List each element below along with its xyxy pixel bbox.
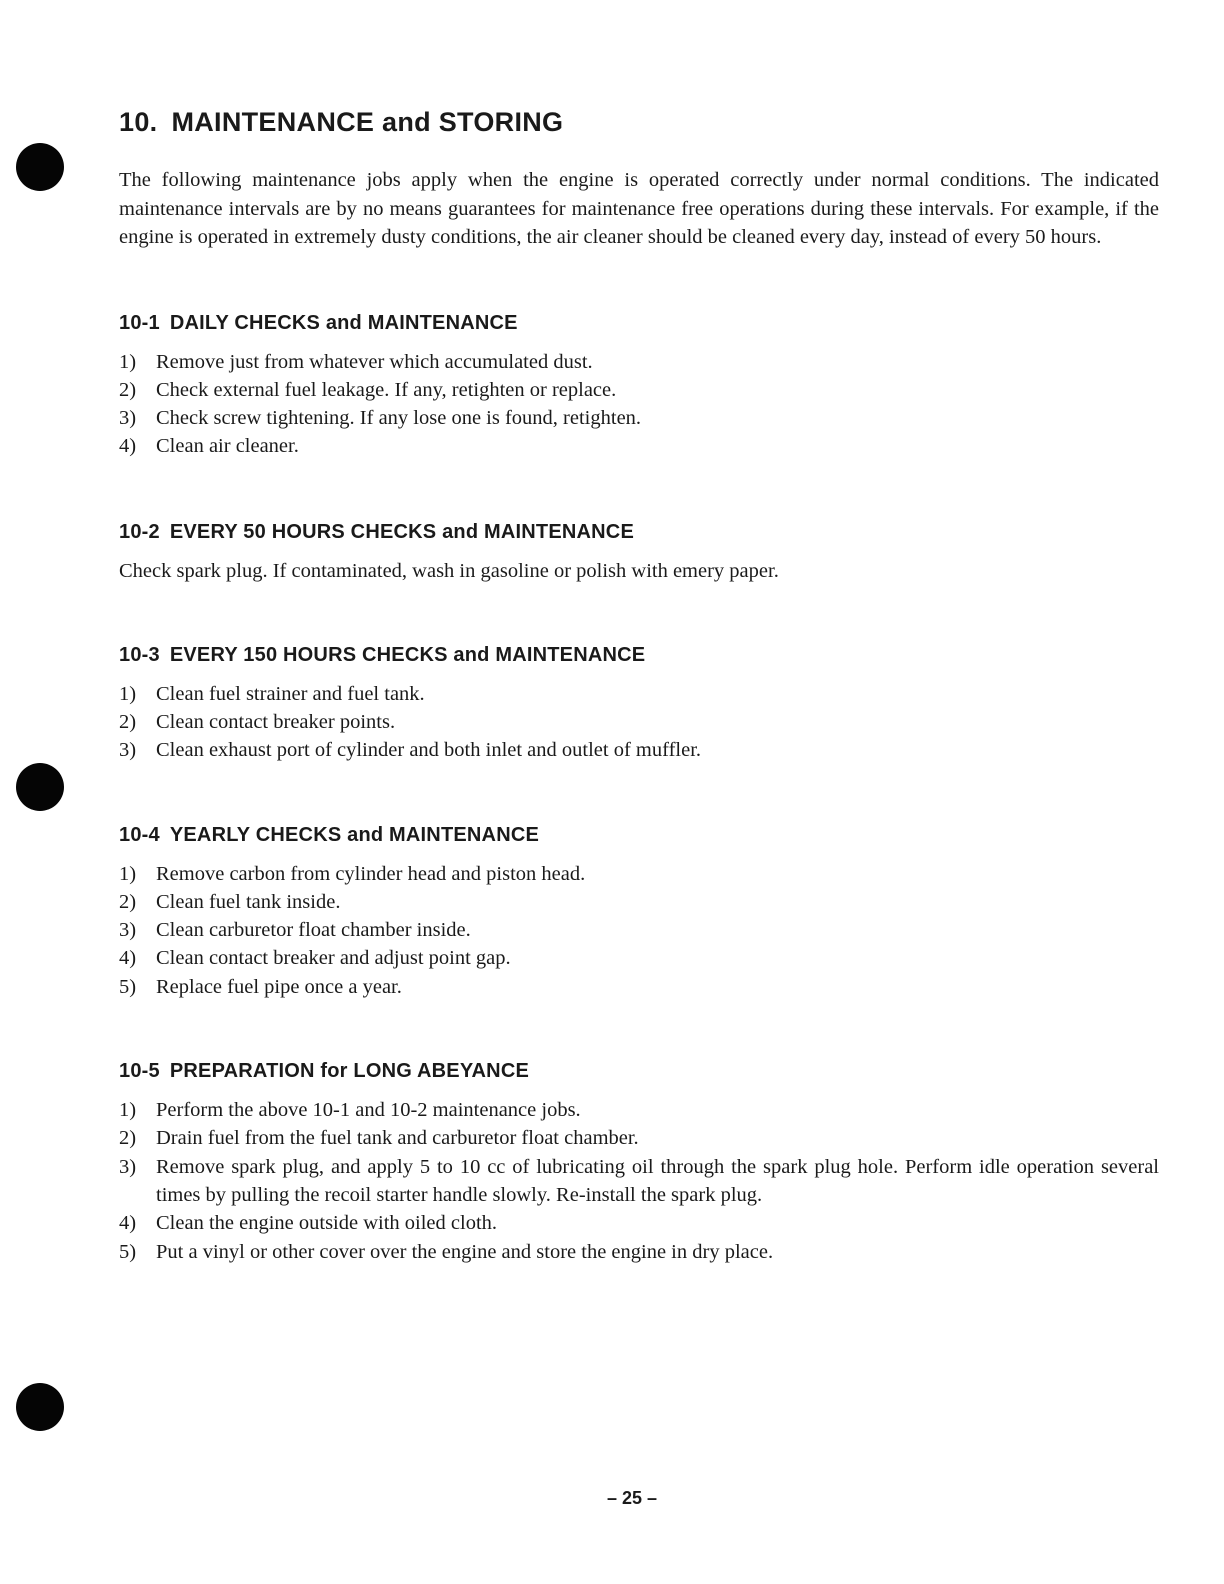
section-daily [119, 310, 1159, 461]
item-text: Clean contact breaker and adjust point gap. [156, 947, 511, 970]
checklist [119, 860, 1159, 1001]
item-number: 1) [119, 682, 137, 705]
list-item [119, 404, 1159, 432]
item-text: Replace fuel pipe once a year. [156, 975, 402, 998]
list-item [119, 916, 1159, 944]
item-number: 3) [119, 919, 137, 942]
binder-hole [16, 1383, 64, 1431]
page-title [119, 104, 1159, 140]
section-heading [119, 310, 1159, 336]
section-text: Check spark plug. If contaminated, wash in gasoline or polish with emery paper. [119, 559, 779, 582]
binder-hole [16, 143, 64, 191]
section-50-hours [119, 519, 1159, 585]
list-item [119, 888, 1159, 916]
item-number: 4) [119, 947, 137, 970]
section-title: PREPARATION for LONG ABEYANCE [169, 1060, 530, 1083]
item-number: 1) [119, 350, 137, 373]
item-text: Clean fuel strainer and fuel tank. [156, 682, 425, 705]
title-text: MAINTENANCE and STORING [171, 107, 564, 137]
item-text: Remove spark plug, and apply 5 to 10 cc of lubricating oil through the spark plug hole. Perform idle operation several times by pulling the recoil starter handle slowly. Re-install the spark plug. [156, 1155, 1159, 1206]
section-yearly [119, 822, 1159, 1001]
binder-hole [16, 763, 64, 811]
item-text: Check screw tightening. If any lose one is found, retighten. [156, 407, 642, 430]
item-number: 2) [119, 890, 137, 913]
item-text: Clean the engine outside with oiled cloth. [156, 1212, 498, 1235]
section-number: 10-2 [119, 520, 160, 543]
item-number: 2) [119, 1127, 137, 1150]
item-number: 3) [119, 1155, 137, 1178]
list-item [119, 1096, 1159, 1124]
item-number: 1) [119, 1099, 137, 1122]
page-number: – 25 – [606, 1488, 658, 1508]
item-number: 5) [119, 1240, 137, 1263]
item-number: 2) [119, 378, 137, 401]
list-item [119, 944, 1159, 972]
item-text: Clean contact breaker points. [156, 710, 396, 733]
item-number: 5) [119, 975, 137, 998]
section-number: 10-1 [119, 311, 160, 334]
list-item [119, 432, 1159, 460]
section-title: EVERY 50 HOURS CHECKS and MAINTENANCE [169, 520, 634, 543]
section-number: 10-3 [119, 643, 160, 666]
list-item [119, 736, 1159, 764]
page-content [119, 104, 1159, 1266]
list-item [119, 376, 1159, 404]
list-item [119, 680, 1159, 708]
item-text: Clean exhaust port of cylinder and both inlet and outlet of muffler. [156, 739, 702, 762]
list-item [119, 708, 1159, 736]
section-heading [119, 822, 1159, 848]
section-150-hours [119, 642, 1159, 765]
intro-paragraph: The following maintenance jobs apply when the engine is operated correctly under normal conditions. The indicated maintenance intervals are by no means guarantees for maintenance free operations during these intervals. For example, if the engine is operated in extremely dusty conditions, the air cleaner should be cleaned every day, instead of every 50 hours. [119, 169, 1159, 248]
section-long-abeyance [119, 1058, 1159, 1266]
list-item [119, 1209, 1159, 1237]
item-number: 4) [119, 435, 137, 458]
section-number: 10-4 [119, 823, 160, 846]
item-text: Clean air cleaner. [156, 435, 299, 458]
section-heading [119, 519, 1159, 545]
section-title: YEARLY CHECKS and MAINTENANCE [169, 823, 540, 846]
section-number: 10-5 [119, 1060, 160, 1083]
item-number: 1) [119, 862, 137, 885]
item-number: 4) [119, 1212, 137, 1235]
item-number: 2) [119, 710, 137, 733]
item-text: Clean carburetor float chamber inside. [156, 919, 471, 942]
checklist [119, 348, 1159, 461]
list-item [119, 348, 1159, 376]
item-text: Clean fuel tank inside. [156, 890, 341, 913]
list-item [119, 973, 1159, 1001]
item-text: Check external fuel leakage. If any, retighten or replace. [156, 378, 617, 401]
section-heading [119, 642, 1159, 668]
item-text: Put a vinyl or other cover over the engine and store the engine in dry place. [156, 1240, 774, 1263]
item-text: Perform the above 10-1 and 10-2 maintenance jobs. [156, 1099, 581, 1122]
checklist [119, 680, 1159, 765]
item-text: Remove carbon from cylinder head and piston head. [156, 862, 586, 885]
section-title: DAILY CHECKS and MAINTENANCE [169, 311, 518, 334]
item-text: Remove just from whatever which accumulated dust. [156, 350, 593, 373]
checklist [119, 1096, 1159, 1266]
item-number: 3) [119, 407, 137, 430]
section-heading [119, 1058, 1159, 1084]
item-text: Drain fuel from the fuel tank and carburetor float chamber. [156, 1127, 639, 1150]
list-item [119, 1124, 1159, 1152]
list-item [119, 860, 1159, 888]
list-item [119, 1238, 1159, 1266]
list-item [119, 1153, 1159, 1210]
item-number: 3) [119, 739, 137, 762]
section-title: EVERY 150 HOURS CHECKS and MAINTENANCE [169, 643, 646, 666]
title-number: 10. [119, 107, 158, 137]
